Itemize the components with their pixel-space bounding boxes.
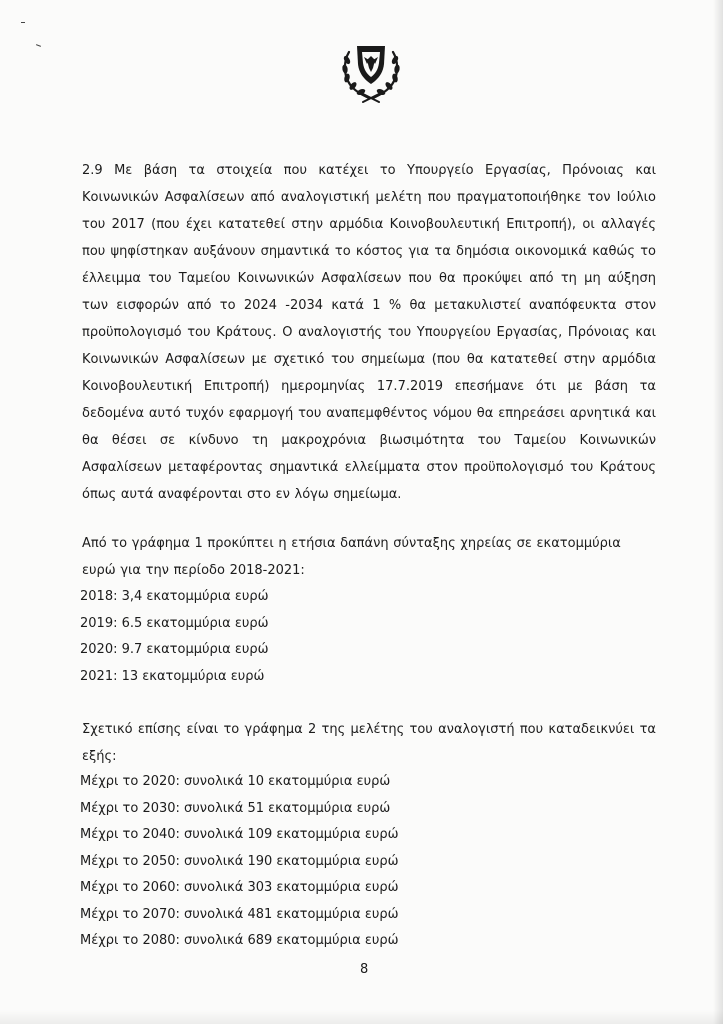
list-item: Μέχρι το 2020: συνολικά 10 εκατομμύρια ευρώ xyxy=(80,774,391,789)
graph-1-values-list xyxy=(80,584,269,690)
cyprus-coat-of-arms-icon xyxy=(337,38,405,104)
page-number: 8 xyxy=(360,962,369,977)
list-item: Μέχρι το 2080: συνολικά 689 εκατομμύρια ευρώ xyxy=(80,933,399,948)
list-item: Μέχρι το 2070: συνολικά 481 εκατομμύρια ευρώ xyxy=(80,906,399,922)
list-item: 2018: 3,4 εκατομμύρια ευρώ xyxy=(80,589,269,604)
list-item: 2021: 13 εκατομμύρια ευρώ xyxy=(80,668,265,684)
list-item: 2019: 6.5 εκατομμύρια ευρώ xyxy=(80,615,269,631)
list-item: Μέχρι το 2060: συνολικά 303 εκατομμύρια ευρώ xyxy=(80,880,399,895)
list-item: Μέχρι το 2030: συνολικά 51 εκατομμύρια ευρώ xyxy=(80,800,391,816)
list-item: Μέχρι το 2050: συνολικά 190 εκατομμύρια ευρώ xyxy=(80,853,399,869)
list-item: 2020: 9.7 εκατομμύρια ευρώ xyxy=(80,642,269,657)
graph-2-values-list xyxy=(80,769,399,955)
graph-1-intro: Από το γράφημα 1 προκύπτει η ετήσια δαπάνη σύνταξης χηρείας σε εκατομμύρια ευρώ για την περίοδο 2018-2021: xyxy=(82,536,621,578)
page-edge-shadow xyxy=(713,0,723,1024)
page-bottom-shade xyxy=(0,1010,723,1024)
section-2-9-paragraph: 2.9 Με βάση τα στοιχεία που κατέχει το Υπουργείο Εργασίας, Πρόνοιας και Κοινωνικών Ασφαλίσεων από αναλογιστική μελέτη που πραγματοποιήθηκε τον Ιούλιο του 2017 (που έχει κατατεθεί στην αρμόδια Κοινοβουλευτική Επιτροπή), οι αλλαγές που ψηφίστηκαν αυξάνουν σημαντικά το κόστος για τα δημόσια οικονομικά καθώς το έλλειμμα του Ταμείου Κοινωνικών Ασφαλίσεων που θα προκύψει από τη μη αύξηση των εισφορών από το 2024 -2034 κατά 1 % θα μετακυλιστεί αναπόφευκτα στον προϋπολογισμό του Κράτους. Ο αναλογιστής του Υπουργείου Εργασίας, Πρόνοιας και Κοινωνικών Ασφαλίσεων με σχετικό του σημείωμα (που θα κατατεθεί στην αρμόδια Κοινοβουλευτική Επιτροπή) ημερομηνίας 17.7.2019 επεσήμανε ότι με βάση τα δεδομένα αυτό τυχόν εφαρμογή του αναπεμφθέντος νόμου θα επηρεάσει αρνητικά και θα θέσει σε κίνδυνο τη μακροχρόνια βιωσιμότητα του Ταμείου Κοινωνικών Ασφαλίσεων μεταφέροντας σημαντικά ελλείμματα στον προϋπολογισμό του Κράτους όπως αυτά αναφέρονται στο εν λόγω σημείωμα. xyxy=(82,163,656,502)
list-item: Μέχρι το 2040: συνολικά 109 εκατομμύρια ευρώ xyxy=(80,827,399,842)
scan-speck xyxy=(21,22,25,23)
graph-2-intro: Σχετικό επίσης είναι το γράφημα 2 της μελέτης του αναλογιστή που καταδεικνύει τα εξής: xyxy=(82,722,656,764)
scan-speck xyxy=(36,44,41,47)
